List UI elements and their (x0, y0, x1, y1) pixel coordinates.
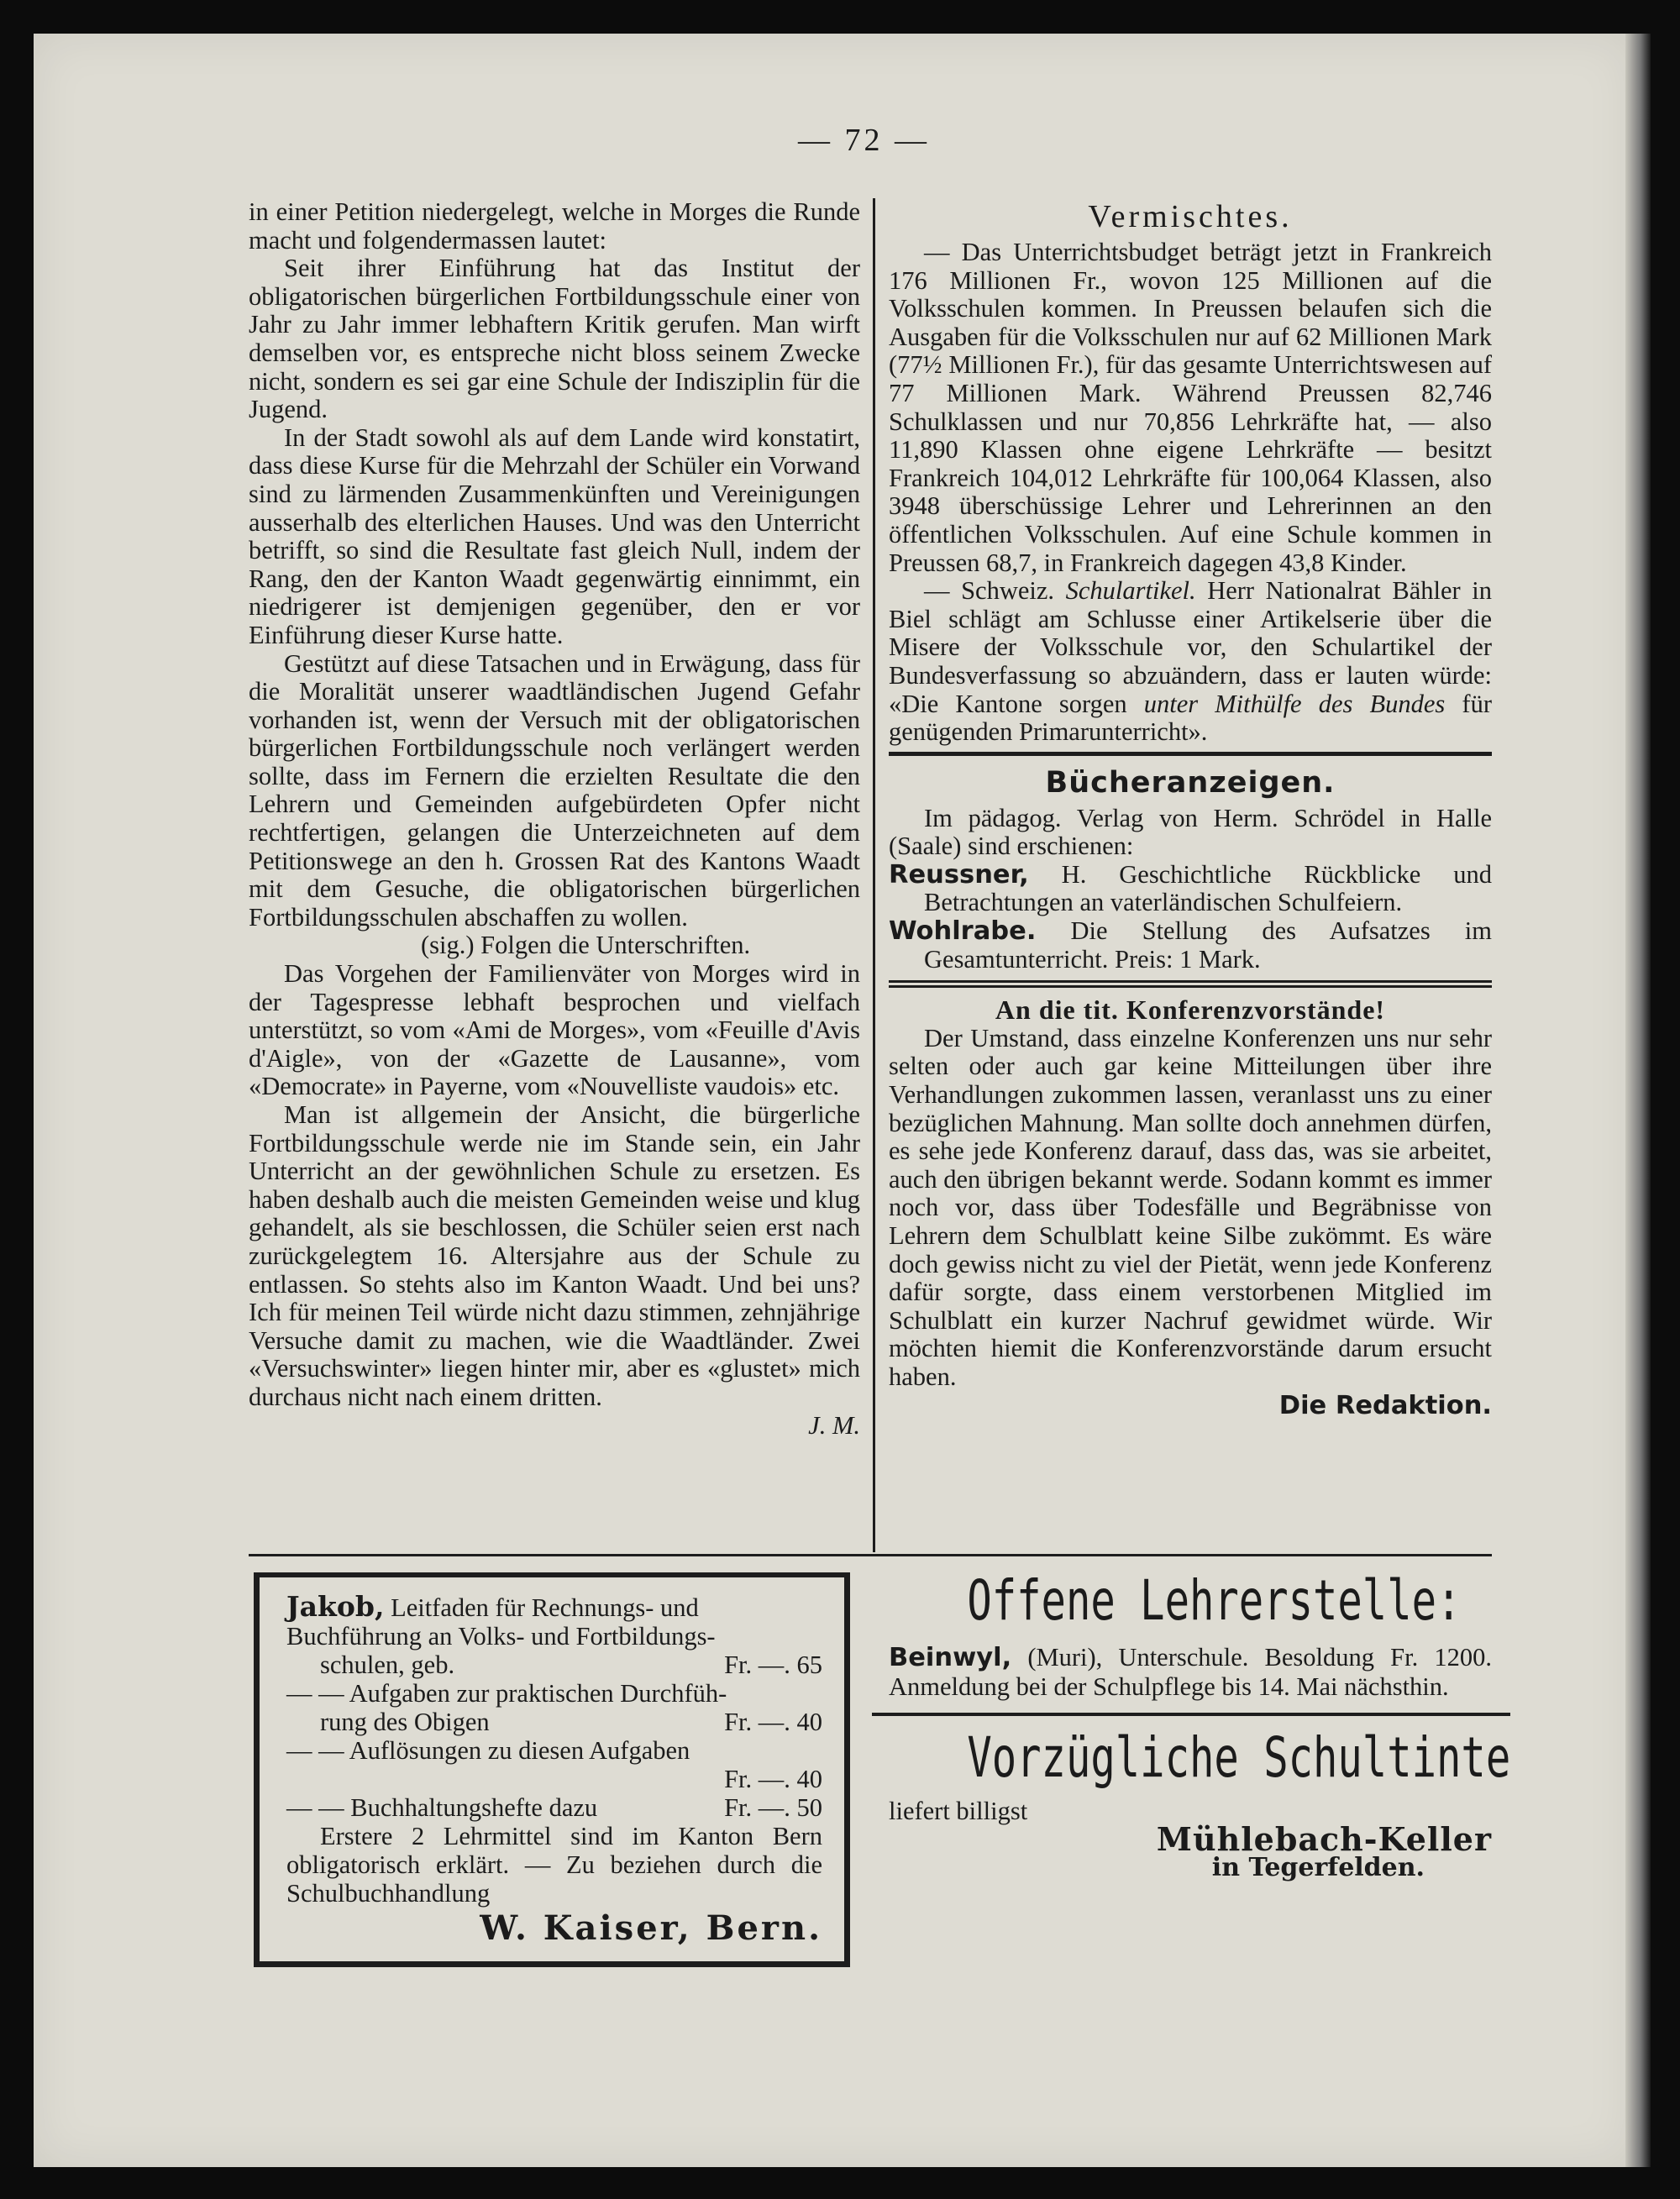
section-title-vermischtes: Vermischtes. (1088, 199, 1293, 234)
author-initials: J. M. (808, 1410, 860, 1440)
page-number: — 72 — (798, 123, 930, 158)
paragraph: Man ist allgemein der Ansicht, die bürgerliche Fortbildungsschule werde nie im Stande sein, ein Jahr Unterricht an der gewöhnlichen Schule zu ersetzen. Es haben deshalb auch die meisten Gemeinden weise und klug gehandelt, als sie beschlossen, die Schüler seien erst nach zurückgelegtem 16. Altersjahre aus der Schule zu entlassen. So stehts also im Kanton Waadt. Und bei uns? Ich für meinen Teil würde nicht dazu stimmen, zehnjährige Versuche damit zu machen, wie die Waadtländer. Zwei «Versuchswinter» liegen hinter mir, aber es «glustet» mich durchaus nicht nach einem dritten. (249, 1100, 860, 1411)
job-listing: Beinwyl, (Muri), Unterschule. Besoldung Fr. 1200. Anmeldung bei der Schulpflege bis 14. Mai nächsthin. (889, 1643, 1492, 1701)
paragraph: Der Umstand, dass einzelne Konferenzen uns nur sehr selten oder auch gar keine Mitteilungen über ihre Verhandlungen zukommen lassen, veranlasst uns zu einer bezüglichen Mahnung. Man sollte doch annehmen dürfen, es sehe jede Konferenz darauf, dass das, was sie arbeitet, auch den übrigen bekannt werde. Sodann kommt es immer noch vor, dass über Todesfälle und Begräbnisse von Lehrern dem Schulblatt keine Silbe zukömmt. Es wäre doch gewiss nicht zu viel der Pietät, wenn jede Konferenz dafür sorgte, dass einem verstorbenen Mitglied im Schulblatt ein kurzer Nachruf gewidmet würde. Wir möchten hiemit die Konferenzvorstände darum ersucht haben. (889, 1023, 1492, 1391)
ad-publisher: W. Kaiser, Bern. (480, 1908, 822, 1948)
supplier-place: in Tegerfelden. (1211, 1853, 1425, 1882)
ad-divider (872, 1713, 1510, 1716)
supplier-name: Mühlebach-Keller (1156, 1820, 1492, 1858)
ad-line: — — Aufgaben zur praktischen Durchfüh- (286, 1679, 727, 1708)
ad-line: — — Buchhaltungshefte dazu Fr. —. 50 (286, 1793, 822, 1822)
ad-headline-schultinte: Vorzügliche Schultinte (967, 1725, 1511, 1790)
ad-line: schulen, geb. Fr. —. 65 (320, 1651, 822, 1679)
ad-line: rung des Obigen Fr. —. 40 (320, 1708, 822, 1736)
book-spine (1625, 34, 1651, 2167)
paragraph: Seit ihrer Einführung hat das Institut der obligatorischen bürgerlichen Fortbildungsschule einer von Jahr zu Jahr immer lebhaftern Kritik gerufen. Man wirft demselben vor, es entspreche nicht bloss seinem Zwecke nicht, sondern es sei gar eine Schule der Indisziplin für die Jugend. (249, 254, 860, 424)
advertisement-kaiser (254, 1572, 850, 1967)
book-entry: Reussner, H. Geschichtliche Rückblicke und Betrachtungen an vaterländischen Schulfeiern. (889, 859, 1492, 917)
petition-signature: (sig.) Folgen die Unterschriften. (421, 931, 751, 960)
ad-line: — — Auflösungen zu diesen Aufgaben (286, 1736, 690, 1765)
paragraph: Das Vorgehen der Familienväter von Morges wird in der Tagespresse lebhaft besprochen und vielfach unterstützt, so vom «Ami de Morges», vom «Feuille d'Avis d'Aigle», von der «Gazette de Lausanne», vom «Democrate» in Payerne, vom «Nouvelliste vaudois» etc. (249, 959, 860, 1101)
left-column (249, 198, 860, 1440)
paragraph: In der Stadt sowohl als auf dem Lande wird konstatirt, dass diese Kurse für die Mehrzahl der Schüler ein Vorwand sind zu lärmenden Zusammenkünften und Vereinigungen ausserhalb des elterlichen Hauses. Und was den Unterricht betrifft, so sind die Resultate fast gleich Null, indem der Rang, den der Kanton Waadt gegenwärtig einnimmt, ein niedrigerer ist demjenigen gegenüber, den er vor Einführung dieser Kurse hatte. (249, 422, 860, 649)
paragraph: — Schweiz. Schulartikel. Herr Nationalrat Bähler in Biel schlägt am Schlusse einer Artikelserie über die Misere der Volksschule vor, den Schulartikel der Bundesverfassung so abzuändern, dass er lauten würde: «Die Kantone sorgen unter Mithülfe des Bundes für genügenden Primarunterricht». (889, 576, 1493, 747)
notice-title: An die tit. Konferenzvorstände! (995, 995, 1386, 1026)
book-entry: Wohlrabe. Die Stellung des Aufsatzes im Gesamtunterricht. Preis: 1 Mark. (889, 916, 1492, 974)
right-column (889, 198, 1492, 1420)
paragraph: Im pädagog. Verlag von Herm. Schrödel in Halle (Saale) sind erschienen: (889, 803, 1492, 861)
section-title-buecheranzeigen: Bücheranzeigen. (1045, 765, 1336, 800)
ad-headline-lehrerstelle: Offene Lehrerstelle: (967, 1568, 1462, 1633)
ad-text: liefert billigst (889, 1797, 1028, 1825)
paragraph: Gestützt auf diese Tatsachen und in Erwägung, dass für die Moralität unserer waadtländischen Jugend Gefahr vorhanden ist, wenn der Versuch mit der obligatorischen bürgerlichen Fortbildungsschule noch verlängert werden sollte, dass im Fernern die erzielten Resultate die den Lehrern und Gemeinden aufgebürdeten Opfer nicht rechtfertigen, gelangen die Unterzeichneten auf dem Petitionswege an den h. Grossen Rat des Kantons Waadt mit dem Gesuche, die obligatorischen bürgerlichen Fortbildungsschulen abschaffen zu wollen. (249, 648, 860, 932)
advertisements-right (889, 1567, 1511, 1882)
ad-line: Fr. —. 40 (724, 1765, 822, 1793)
ad-lead: Jakob, Leitfaden für Rechnungs- und Buchführung an Volks- und Fortbildungs- (286, 1590, 716, 1651)
paragraph: — Das Unterrichtsbudget beträgt jetzt in Frankreich 176 Millionen Fr., wovon 125 Millionen auf die Volksschulen kommen. In Preussen belaufen sich die Ausgaben für die Volksschulen nur auf 62 Millionen Mark (77½ Millionen Fr.), für das gesamte Unterrichtswesen auf 77 Millionen Mark. Während Preussen 82,746 Schulklassen und nur 70,856 Lehrkräfte hat, — also 11,890 Klassen ohne eigene Lehrkräfte — besitzt Frankreich 104,012 Lehrkräfte für 100,064 Klassen, also 3948 überschüssige Lehrer und Lehrerinnen an den öffentlichen Volksschulen. Auf eine Schule kommen in Preussen 68,7, in Frankreich dagegen 43,8 Kinder. (889, 238, 1492, 577)
section-divider (889, 980, 1492, 988)
horizontal-divider (249, 1554, 1492, 1556)
ad-line: Erstere 2 Lehrmittel sind im Kanton Bern obligatorisch erklärt. — Zu beziehen durch die Schulbuchhandlung (286, 1822, 822, 1908)
section-divider (889, 752, 1492, 756)
notice-signature: Die Redaktion. (1278, 1390, 1492, 1420)
paragraph: in einer Petition niedergelegt, welche in Morges die Runde macht und folgendermassen lautet: (249, 197, 860, 255)
column-divider (873, 198, 875, 1552)
